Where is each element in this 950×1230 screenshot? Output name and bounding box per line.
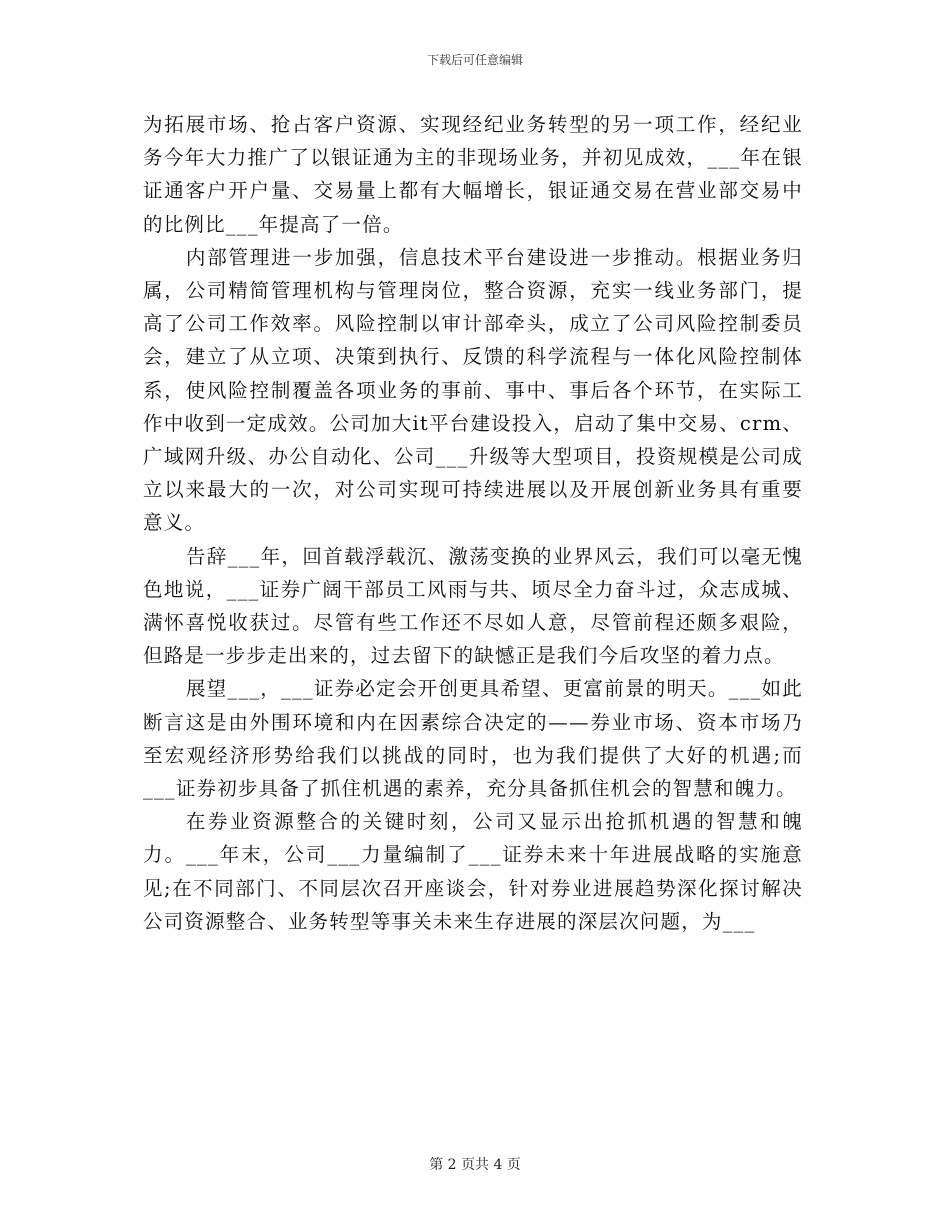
paragraph-3: 告辞___年，回首载浮载沉、激荡变换的业界风云，我们可以毫无愧色地说，___证券广阔干部员工风雨与共、顷尽全力奋斗过，众志成城、满怀喜悦收获过。尽管有些工作还不尽如人意，尽管前程还颇多艰险，但路是一步步走出来的，过去留下的缺憾正是我们今后攻坚的着力点。 — [143, 544, 803, 668]
document-body — [143, 108, 803, 938]
page-number: 第 2 页共 4 页 — [429, 1157, 521, 1173]
page-header-note: 下载后可任意编辑 — [426, 53, 523, 67]
paragraph-1: 为拓展市场、抢占客户资源、实现经纪业务转型的另一项工作，经纪业务今年大力推广了以银证通为主的非现场业务，并初见成效，___年在银证通客户开户量、交易量上都有大幅增长，银证通交易在营业部交易中的比例比___年提高了一倍。 — [143, 113, 803, 236]
paragraph-4: 展望___，___证券必定会开创更具希望、更富前景的明天。___如此断言这是由外围环境和内在因素综合决定的——券业市场、资本市场乃至宏观经济形势给我们以挑战的同时，也为我们提供了大好的机遇;而___证券初步具备了抓住机遇的素养，充分具备抓住机会的智慧和魄力。 — [143, 677, 803, 801]
paragraph-2: 内部管理进一步加强，信息技术平台建设进一步推动。根据业务归属，公司精简管理机构与管理岗位，整合资源，充实一线业务部门，提高了公司工作效率。风险控制以审计部牵头，成立了公司风险控制委员会，建立了从立项、决策到执行、反馈的科学流程与一体化风险控制体系，使风险控制覆盖各项业务的事前、事中、事后各个环节，在实际工作中收到一定成效。公司加大it平台建设投入，启动了集中交易、crm、广域网升级、办公自动化、公司___升级等大型项目，投资规模是公司成立以来最大的一次，对公司实现可持续进展以及开展创新业务具有重要意义。 — [143, 245, 803, 535]
paragraph-5: 在券业资源整合的关键时刻，公司又显示出抢抓机遇的智慧和魄力。___年末，公司___力量编制了___证券未来十年进展战略的实施意见;在不同部门、不同层次召开座谈会，针对券业进展趋势深化探讨解决公司资源整合、业务转型等事关未来生存进展的深层次问题，为___ — [143, 810, 803, 933]
